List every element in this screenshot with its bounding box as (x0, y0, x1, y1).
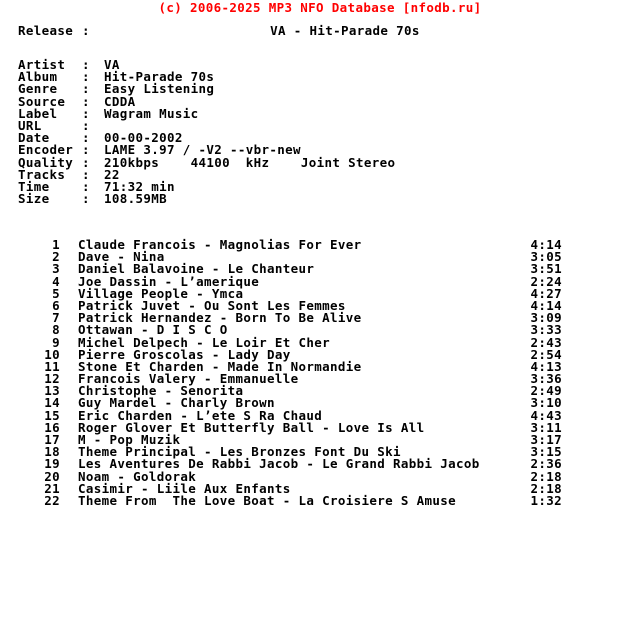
track-title: Patrick Hernandez - Born To Be Alive (78, 310, 362, 326)
track-duration: 3:51 (530, 261, 562, 277)
track-number: 21 (44, 480, 60, 496)
track-duration: 3:09 (530, 310, 562, 326)
metadata-colon: : (82, 154, 90, 170)
metadata-block (18, 59, 395, 205)
metadata-key: Genre (18, 81, 58, 97)
track-number: 13 (44, 383, 60, 399)
metadata-colon: : (82, 57, 90, 72)
metadata-key: Size (18, 191, 50, 207)
track-title: Daniel Balavoine - Le Chanteur (78, 261, 315, 277)
metadata-key: Album (18, 69, 58, 85)
metadata-colon: : (82, 117, 90, 133)
track-number: 18 (44, 444, 60, 460)
metadata-value: 71:32 min (104, 178, 175, 194)
track-number: 19 (44, 456, 60, 472)
metadata-row (18, 154, 396, 170)
track-duration: 3:15 (530, 444, 562, 460)
track-number: 22 (44, 492, 60, 508)
track-title: Les Aventures De Rabbi Jacob - Le Grand Rabbi Jacob (78, 456, 480, 472)
track-title: M - Pop Muzik (78, 432, 181, 447)
release-colon: : (82, 23, 90, 38)
metadata-value: 00-00-2002 (104, 130, 183, 146)
metadata-colon: : (82, 81, 90, 97)
metadata-key: Label (18, 105, 58, 121)
track-title: Joe Dassin - L’amerique (78, 273, 260, 289)
track-number: 17 (44, 432, 60, 447)
release-label: Release (18, 23, 74, 38)
track-number: 10 (44, 346, 60, 362)
track-duration: 4:13 (530, 358, 562, 374)
track-title: Roger Glover Et Butterfly Ball - Love Is All (78, 419, 425, 435)
release-title: VA - Hit-Parade 70s (270, 23, 420, 38)
track-duration: 1:32 (530, 492, 562, 508)
metadata-key: Date (18, 130, 50, 146)
metadata-key: Encoder (18, 142, 74, 158)
track-title: Village People - Ymca (78, 285, 244, 301)
track-number: 20 (44, 468, 60, 484)
track-number: 4 (52, 273, 60, 289)
metadata-row (18, 178, 395, 194)
metadata-value: LAME 3.97 / -V2 --vbr-new (104, 142, 301, 158)
track-duration: 3:11 (530, 419, 562, 435)
track-title: Stone Et Charden - Made In Normandie (78, 358, 362, 374)
metadata-colon: : (82, 166, 90, 182)
track-duration: 4:14 (530, 237, 562, 252)
metadata-colon: : (82, 105, 90, 121)
track-number: 1 (52, 237, 60, 252)
track-duration: 3:10 (530, 395, 562, 411)
track-duration: 2:18 (530, 480, 562, 496)
track-duration: 2:54 (530, 346, 562, 362)
metadata-value: 108.59MB (104, 191, 168, 207)
metadata-value: 210kbps 44100 kHz Joint Stereo (104, 154, 396, 170)
metadata-row (18, 93, 395, 109)
track-number: 9 (52, 334, 60, 350)
metadata-value: VA (104, 57, 120, 72)
metadata-colon: : (82, 142, 90, 158)
metadata-row (18, 105, 395, 121)
release-line (18, 23, 622, 39)
track-number: 2 (52, 249, 60, 265)
metadata-value: Easy Listening (104, 81, 215, 97)
track-title: Ottawan - D I S C O (78, 322, 228, 338)
track-number: 14 (44, 395, 60, 411)
track-title: Pierre Groscolas - Lady Day (78, 346, 291, 362)
track-title: Eric Charden - L’ete S Ra Chaud (78, 407, 323, 423)
metadata-colon: : (82, 191, 90, 207)
tracklist (0, 239, 640, 507)
metadata-key: Source (18, 93, 66, 109)
track-number: 15 (44, 407, 60, 423)
metadata-key: Tracks (18, 166, 66, 182)
track-duration: 4:14 (530, 297, 562, 313)
track-duration: 2:43 (530, 334, 562, 350)
metadata-colon: : (82, 178, 90, 194)
metadata-key: Artist (18, 57, 66, 72)
track-number: 8 (52, 322, 60, 338)
site-copyright-header: (c) 2006-2025 MP3 NFO Database [nfodb.ru] (158, 0, 482, 15)
metadata-row (18, 166, 395, 182)
track-title: Claude Francois - Magnolias For Ever (78, 237, 362, 252)
track-duration: 2:18 (530, 468, 562, 484)
track-duration: 3:05 (530, 249, 562, 265)
track-number: 7 (52, 310, 60, 326)
metadata-key: URL (18, 117, 42, 133)
track-title: Theme From The Love Boat - La Croisiere S Amuse (78, 492, 457, 508)
track-title: Christophe - Senorita (78, 383, 244, 399)
metadata-value: Wagram Music (104, 105, 199, 121)
track-duration: 3:36 (530, 371, 562, 387)
track-duration: 2:49 (530, 383, 562, 399)
track-duration: 3:33 (530, 322, 562, 338)
track-title: Casimir - Liile Aux Enfants (78, 480, 291, 496)
metadata-row (18, 117, 395, 133)
metadata-value: Hit-Parade 70s (104, 69, 215, 85)
track-title: Michel Delpech - Le Loir Et Cher (78, 334, 331, 350)
track-duration: 2:36 (530, 456, 562, 472)
metadata-key: Quality (18, 154, 74, 170)
metadata-colon: : (82, 69, 90, 85)
track-duration: 2:24 (530, 273, 562, 289)
track-duration: 4:43 (530, 407, 562, 423)
metadata-colon: : (82, 130, 90, 146)
metadata-colon: : (82, 93, 90, 109)
track-number: 6 (52, 297, 60, 313)
track-title: Francois Valery - Emmanuelle (78, 371, 299, 387)
track-title: Theme Principal - Les Bronzes Font Du Ski (78, 444, 401, 460)
metadata-key: Time (18, 178, 50, 194)
track-duration: 3:17 (530, 432, 562, 447)
track-duration: 4:27 (530, 285, 562, 301)
track-title: Noam - Goldorak (78, 468, 197, 484)
metadata-row (18, 83, 395, 95)
track-number: 16 (44, 419, 60, 435)
track-number: 5 (52, 285, 60, 301)
track-number: 11 (44, 358, 60, 374)
track-number: 3 (52, 261, 60, 277)
track-title: Dave - Nina (78, 249, 165, 265)
track-title: Guy Mardel - Charly Brown (78, 395, 275, 411)
track-title: Patrick Juvet - Ou Sont Les Femmes (78, 297, 346, 313)
metadata-value: CDDA (104, 93, 136, 109)
track-row (0, 492, 640, 508)
track-number: 12 (44, 371, 60, 387)
metadata-value: 22 (104, 166, 120, 182)
metadata-row (18, 193, 395, 205)
